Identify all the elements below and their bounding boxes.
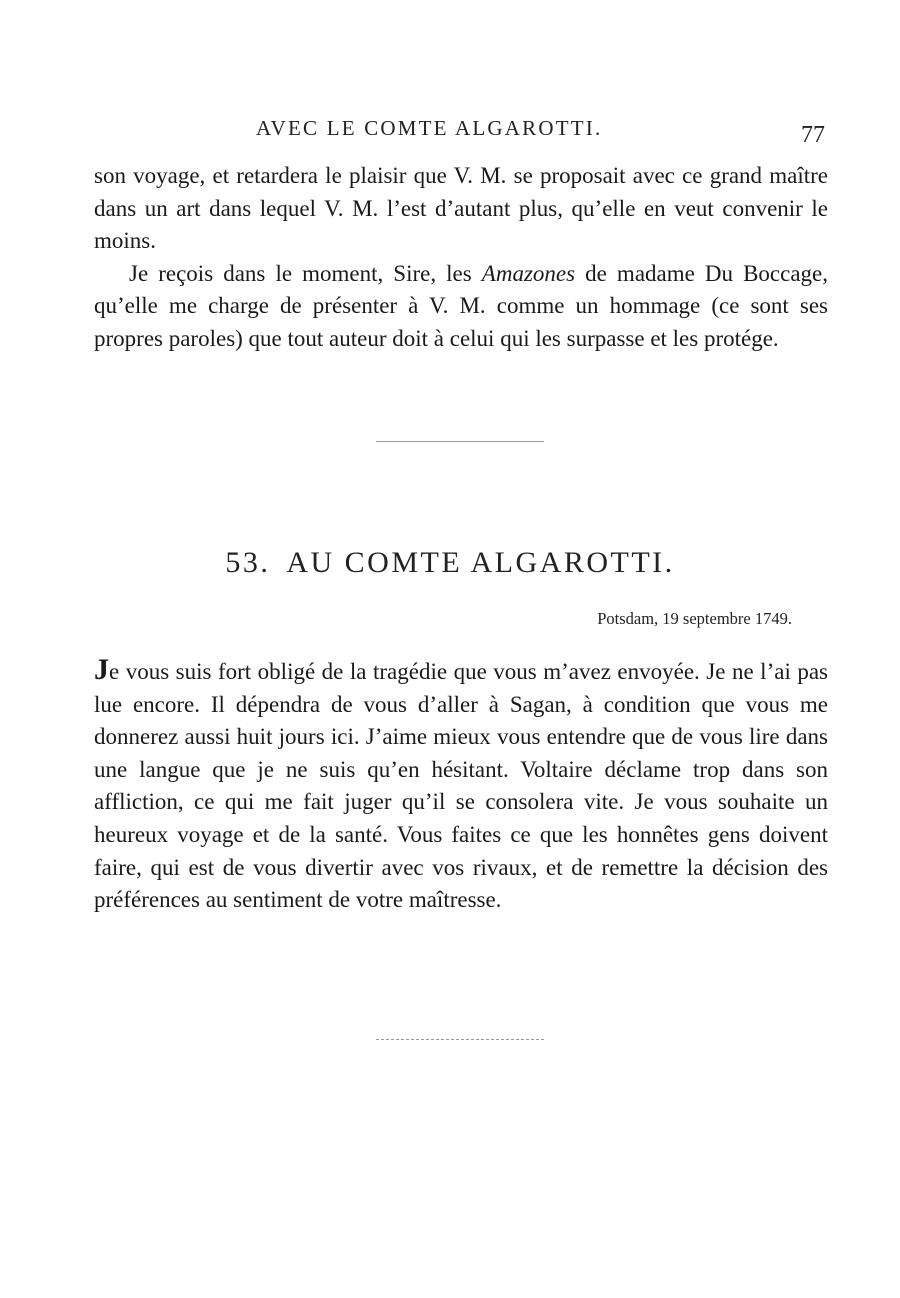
letter-number: 53. [225,546,271,579]
closing-paragraph-end: de madame Du Boccage, qu’elle me charge de présenter à V. M. comme un hommage (ce sont ses propres paroles) que tout auteur doit à celui qui les surpasse et les protége. [94,260,828,351]
drop-cap: J [94,653,109,686]
previous-letter-text [94,160,828,356]
letter-heading [0,546,900,580]
closing-paragraph [94,258,828,356]
end-divider [376,1039,544,1040]
dateline: Potsdam, 19 septembre 1749. [597,609,792,628]
letter-body [94,654,828,917]
continuation-paragraph: son voyage, et retardera le plaisir que V. M. se proposait avec ce grand maître dans un art dans lequel V. M. l’est d’autant plus, qu’elle en veut convenir le moins. [94,163,828,254]
letter-title: AU COMTE ALGAROTTI. [286,546,675,579]
closing-paragraph-start: Je reçois dans le moment, Sire, les [129,260,482,286]
letter-paragraph [94,654,828,917]
letter-text: e vous suis fort obligé de la tragédie que vous m’avez envoyée. Je ne l’ai pas lue encore. Il dépendra de vous d’aller à Sagan, à condition que vous me donnerez aussi huit jours ici. J’aime mieux vous entendre que de vous lire dans une langue que je ne suis qu’en hésitant. Voltaire déclame trop dans son affliction, ce qui me fait juger qu’il se consolera vite. Je vous souhaite un heureux voyage et de la santé. Vous faites ce que les honnêtes gens doivent faire, qui est de vous divertir avec vos rivaux, et de remettre la décision des préférences au sentiment de votre maîtresse. [94,659,828,913]
running-head: AVEC LE COMTE ALGAROTTI. [256,116,603,140]
work-title: Amazones [481,260,576,286]
page-number: 77 [801,122,825,148]
section-divider [376,441,544,442]
